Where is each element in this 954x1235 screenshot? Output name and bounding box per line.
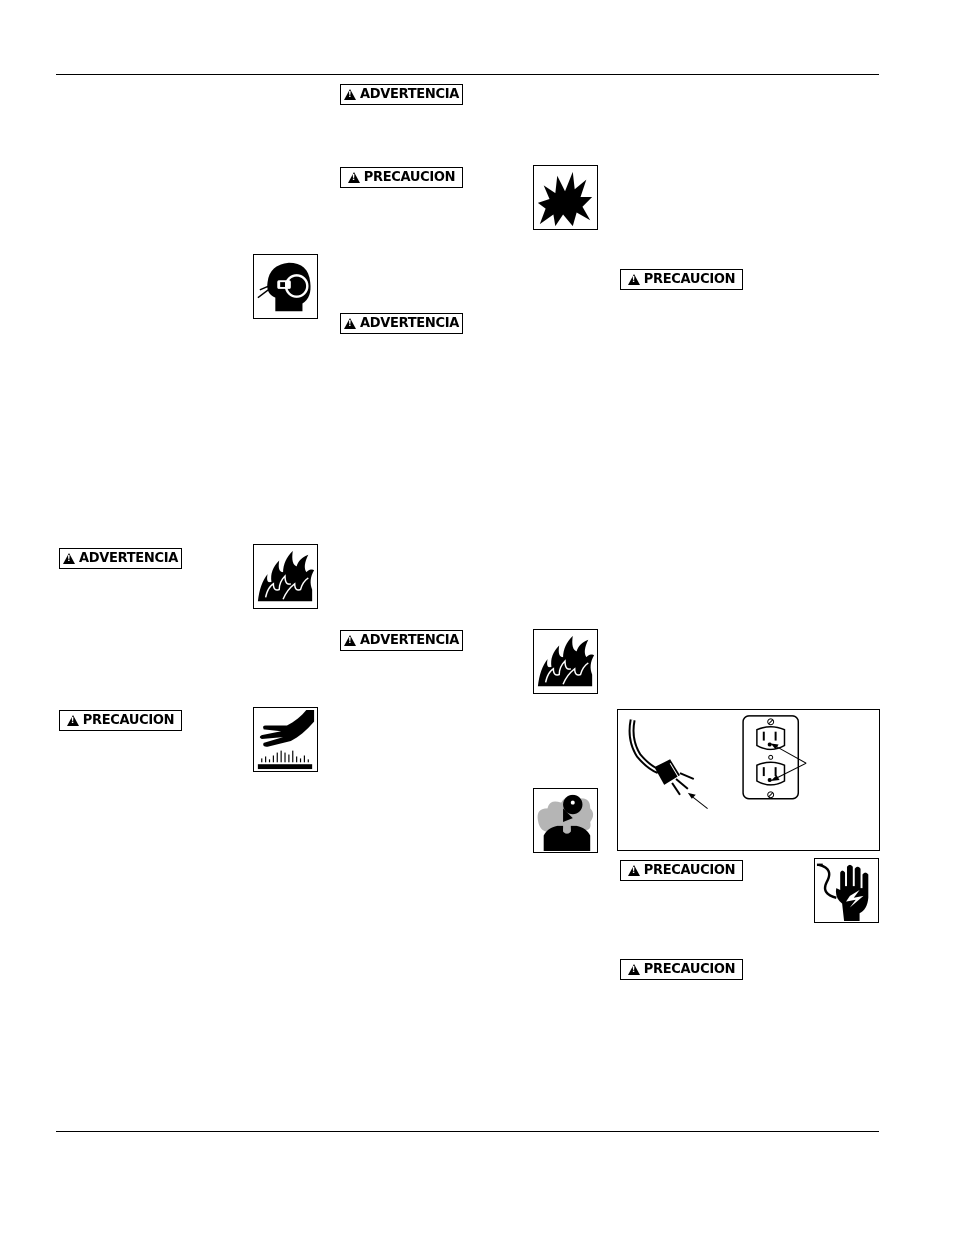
caution-label: ! PRECAUCION — [620, 269, 743, 290]
warning-triangle-icon — [63, 553, 75, 564]
top-rule — [56, 74, 879, 75]
bottom-rule — [56, 1131, 879, 1132]
electric-shock-icon — [814, 858, 879, 923]
hot-surface-icon — [253, 707, 318, 772]
fire-icon — [253, 544, 318, 609]
caution-label: ! PRECAUCION — [340, 167, 463, 188]
warning-triangle-icon — [344, 635, 356, 646]
caution-label: ! PRECAUCION — [59, 710, 182, 731]
warning-triangle-icon — [67, 715, 79, 726]
warning-label: ! ADVERTENCIA — [340, 84, 463, 105]
warning-label: ! ADVERTENCIA — [340, 630, 463, 651]
warning-label: ! ADVERTENCIA — [340, 313, 463, 334]
warning-triangle-icon — [344, 318, 356, 329]
warning-triangle-icon — [348, 172, 360, 183]
warning-label: ! ADVERTENCIA — [59, 548, 182, 569]
fire-icon — [533, 629, 598, 694]
grounded-plug-outlet-illustration — [617, 709, 880, 851]
caution-label: ! PRECAUCION — [620, 860, 743, 881]
caution-label: ! PRECAUCION — [620, 959, 743, 980]
eye-ear-protection-icon — [253, 254, 318, 319]
warning-triangle-icon — [628, 274, 640, 285]
explosion-icon — [533, 165, 598, 230]
warning-triangle-icon — [628, 865, 640, 876]
breathing-hazard-icon — [533, 788, 598, 853]
warning-triangle-icon — [628, 964, 640, 975]
warning-triangle-icon — [344, 89, 356, 100]
